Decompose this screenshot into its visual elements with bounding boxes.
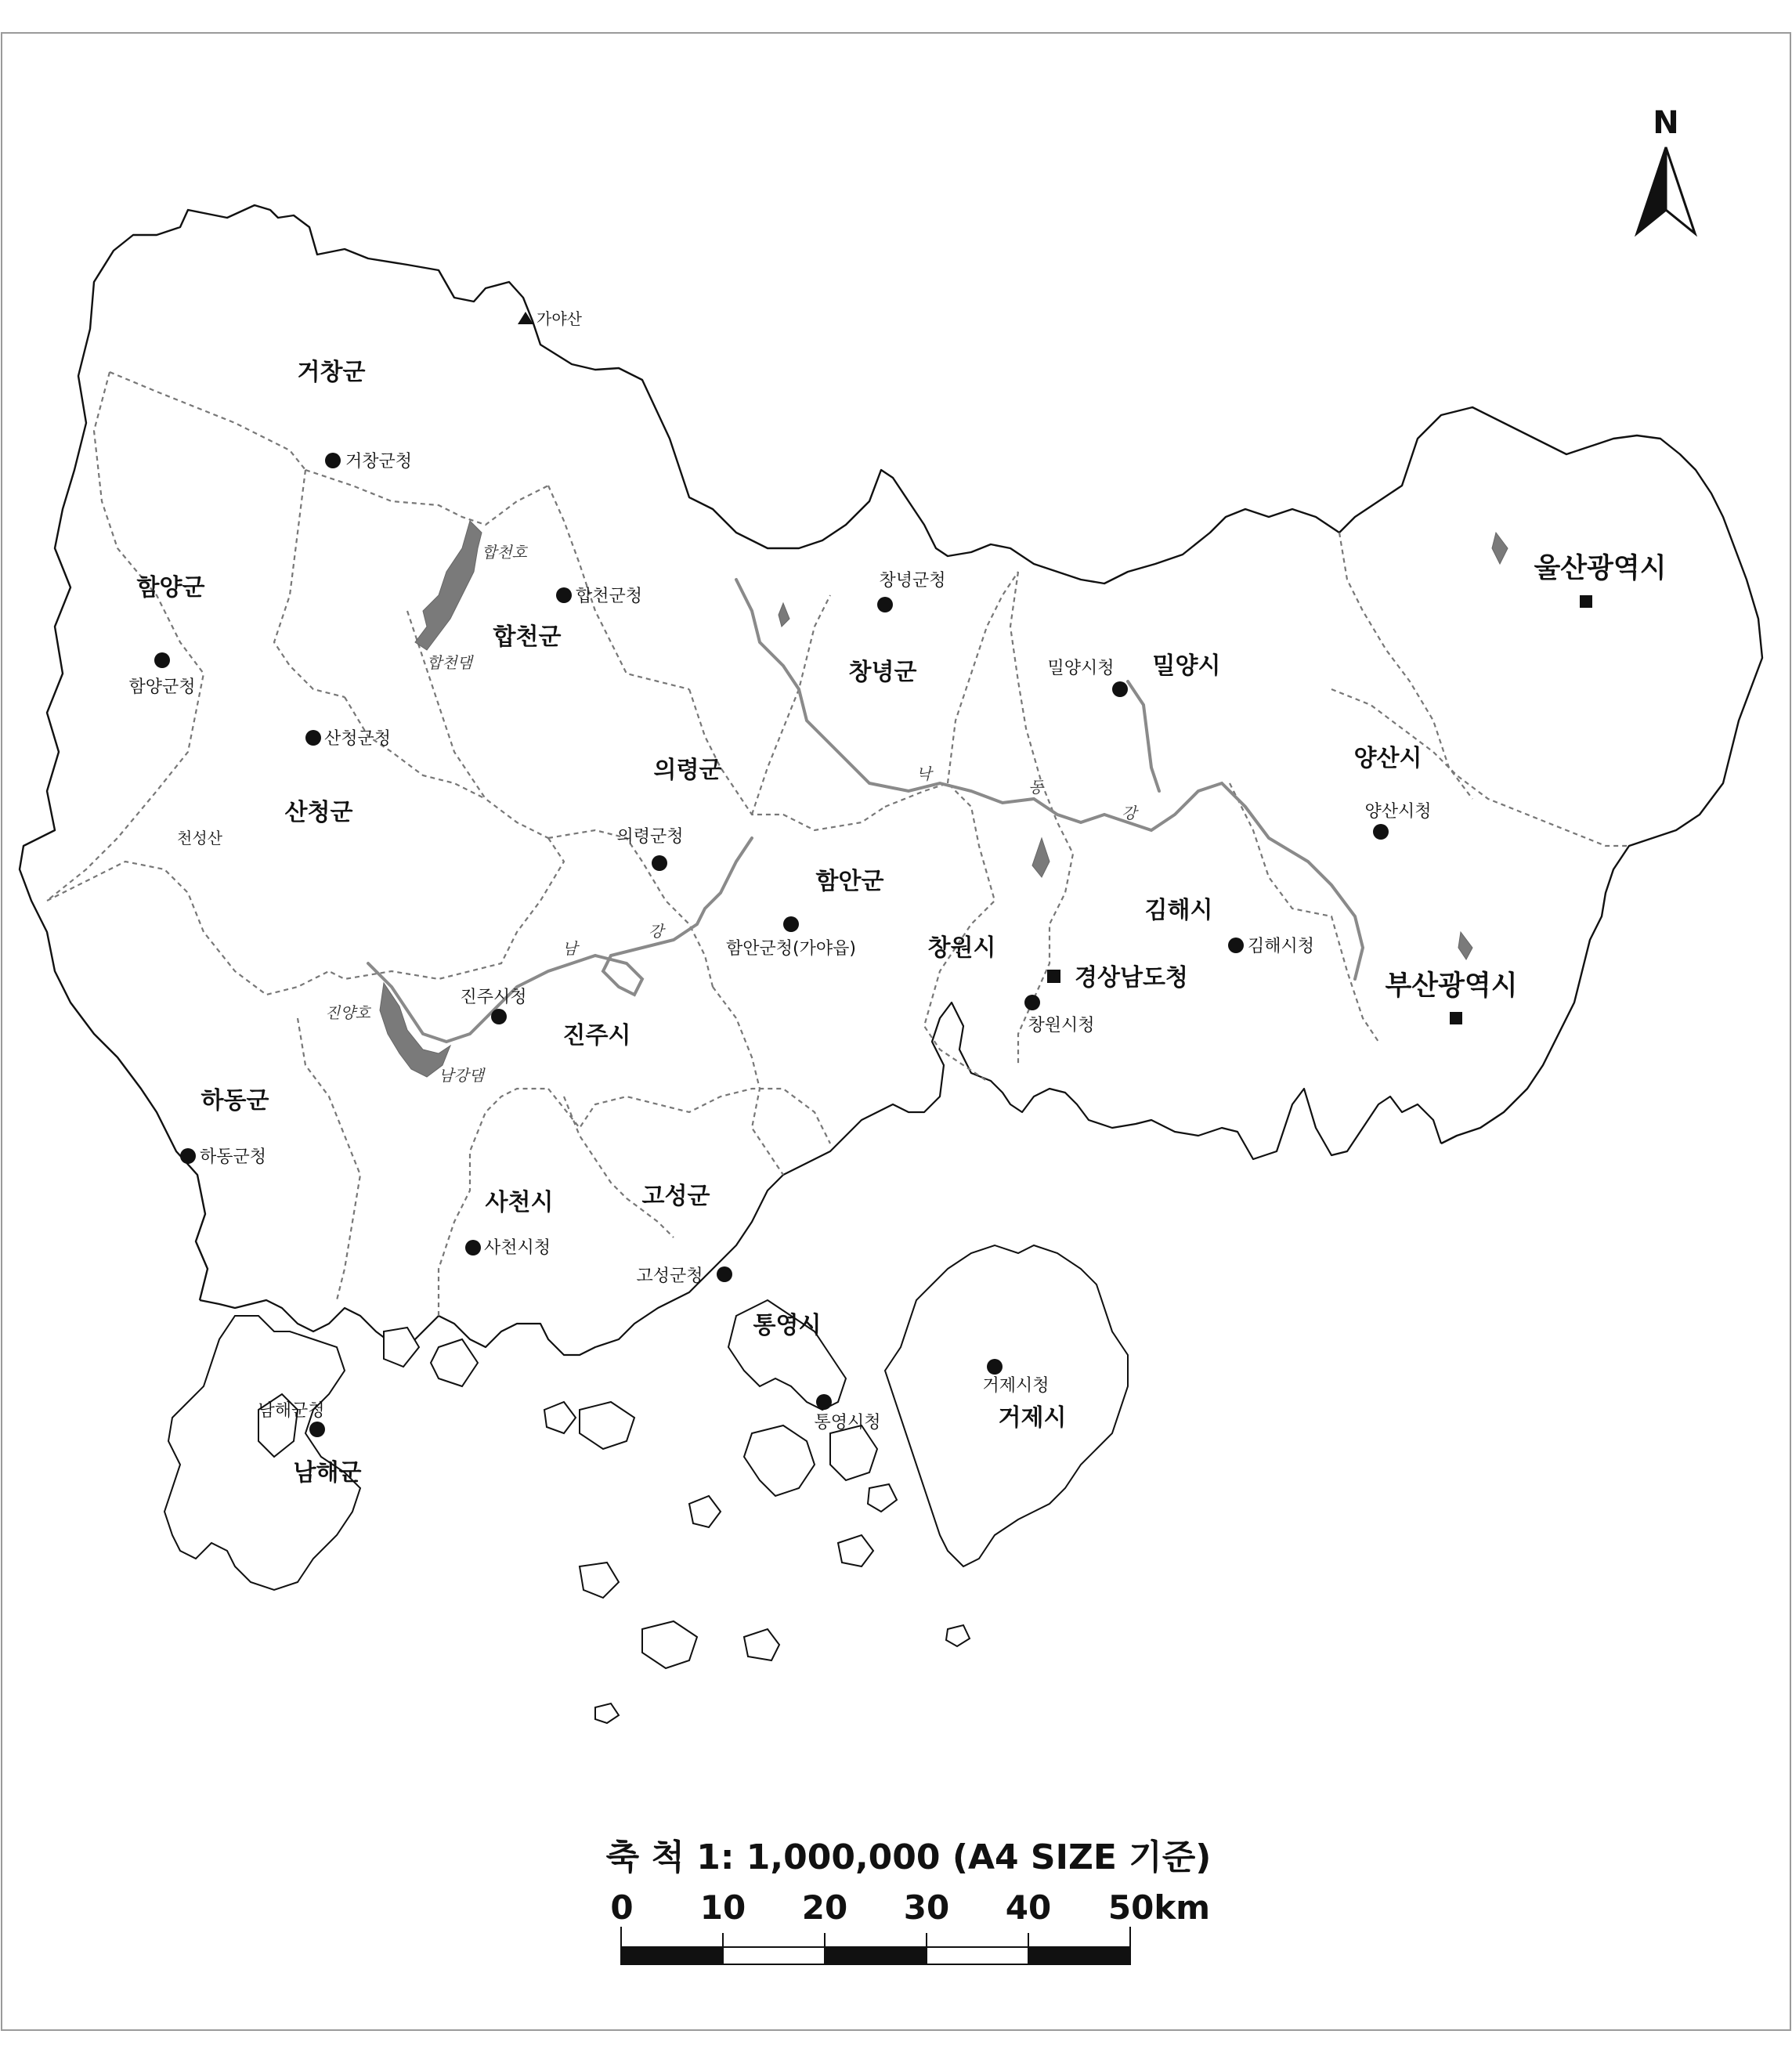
- scale-tick-50: 50km: [1107, 1888, 1211, 1927]
- hapcheon-office-marker[interactable]: [556, 587, 572, 603]
- scale-tick-20: 20: [801, 1888, 848, 1927]
- lake: [1492, 533, 1508, 564]
- lake: [779, 603, 789, 627]
- island: [689, 1496, 721, 1527]
- nakdong-river: [736, 580, 1363, 979]
- island: [744, 1629, 779, 1660]
- label-nam-1: 남: [562, 939, 578, 958]
- scale-tick-10: 10: [699, 1888, 746, 1927]
- region-hamyang: 함양군: [136, 574, 205, 602]
- geochang-office-marker[interactable]: [325, 453, 341, 468]
- region-changnyeong: 창녕군: [848, 659, 917, 686]
- scale-bar-segment-1: [621, 1947, 723, 1964]
- office-tongyeong: 통영시청: [814, 1413, 881, 1433]
- label-nam-2: 강: [649, 922, 664, 941]
- label-gayasan: 가야산: [537, 309, 582, 328]
- scale-tick-40: 40: [1005, 1888, 1052, 1927]
- region-labels: [136, 359, 1667, 1487]
- region-sancheong: 산청군: [284, 799, 353, 826]
- yangsan-office-marker[interactable]: [1373, 824, 1389, 840]
- feature-labels: [177, 309, 1139, 1085]
- office-uiryeong: 의령군청: [616, 827, 684, 847]
- label-nakdong-2: 동: [1028, 778, 1044, 797]
- district-boundaries: [47, 372, 1629, 1316]
- region-ulsan: 울산광역시: [1534, 553, 1667, 584]
- hapcheon-lake: [415, 521, 482, 650]
- label-hapcheon-lake: 합천호: [482, 543, 527, 562]
- island: [431, 1339, 478, 1386]
- office-sacheon: 사천시청: [484, 1238, 551, 1258]
- provincial-office-marker[interactable]: [1047, 970, 1060, 983]
- north-arrow-icon: [1637, 147, 1666, 233]
- office-geoje: 거제시청: [982, 1376, 1050, 1396]
- lake: [1458, 932, 1472, 959]
- jinju-office-marker[interactable]: [491, 1009, 507, 1024]
- label-nakdong-1: 낙: [916, 764, 932, 783]
- region-yangsan: 양산시: [1353, 745, 1422, 772]
- jinyang-lake: [380, 983, 450, 1077]
- scale-bar-segment-2: [723, 1947, 825, 1964]
- scale-tick-0: 0: [610, 1888, 634, 1927]
- north-label: N: [1653, 105, 1679, 141]
- scale-bar-segment-3: [825, 1947, 927, 1964]
- tongyeong-office-marker[interactable]: [816, 1394, 832, 1410]
- office-jinju: 진주시청: [460, 988, 527, 1007]
- region-geoje: 거제시: [998, 1404, 1067, 1432]
- province-boundary: [20, 205, 1762, 1300]
- island: [946, 1625, 970, 1646]
- region-hapcheon: 합천군: [493, 623, 562, 651]
- office-hapcheon: 합천군청: [576, 587, 643, 606]
- ulsan-city-hall-marker[interactable]: [1580, 595, 1592, 608]
- office-gimhae: 김해시청: [1248, 937, 1315, 956]
- hadong-office-marker[interactable]: [180, 1148, 196, 1164]
- sancheong-office-marker[interactable]: [305, 730, 321, 746]
- north-arrow: [1637, 105, 1695, 233]
- island: [838, 1535, 873, 1566]
- label-cheonseongsan: 천성산: [177, 829, 222, 847]
- busan-city-hall-marker[interactable]: [1450, 1012, 1462, 1024]
- south-coastline: [200, 1003, 1441, 1355]
- island: [580, 1402, 634, 1449]
- changnyeong-office-marker[interactable]: [877, 597, 893, 612]
- map-frame: [2, 33, 1790, 2030]
- miryang-river: [1128, 681, 1159, 791]
- island: [744, 1425, 815, 1496]
- island: [544, 1402, 576, 1433]
- miryang-office-marker[interactable]: [1112, 681, 1128, 697]
- scale-legend: [606, 1837, 1212, 1964]
- island: [595, 1704, 619, 1723]
- region-changwon: 창원시: [927, 934, 996, 962]
- geoje-office-marker[interactable]: [987, 1359, 1003, 1375]
- island: [384, 1328, 419, 1367]
- label-namgang-dam: 남강댐: [439, 1066, 484, 1085]
- office-changwon: 창원시청: [1028, 1016, 1095, 1035]
- office-haman: 함안군청(가야읍): [726, 939, 856, 959]
- region-jinju: 진주시: [562, 1022, 631, 1050]
- goseong-office-marker[interactable]: [717, 1266, 732, 1282]
- office-namhae: 남해군청: [258, 1401, 325, 1421]
- region-geochang: 거창군: [297, 359, 366, 386]
- region-namhae: 남해군: [293, 1459, 362, 1487]
- office-provincial: 경상남도청: [1075, 964, 1188, 992]
- hamyang-office-marker[interactable]: [154, 652, 170, 668]
- office-sancheong: 산청군청: [324, 729, 392, 749]
- island: [830, 1425, 877, 1480]
- region-busan: 부산광역시: [1385, 970, 1518, 1002]
- region-miryang: 밀양시: [1152, 652, 1221, 680]
- office-hamyang: 함양군청: [128, 677, 196, 697]
- office-geochang: 거창군청: [345, 452, 413, 471]
- scale-bar-segment-4: [927, 1947, 1028, 1964]
- label-jinyang-lake: 진양호: [325, 1003, 370, 1022]
- scale-tick-30: 30: [903, 1888, 950, 1927]
- label-hapcheon-dam: 합천댐: [427, 653, 472, 672]
- haman-office-marker[interactable]: [783, 916, 799, 932]
- region-uiryeong: 의령군: [653, 757, 722, 784]
- office-changnyeong: 창녕군청: [879, 571, 946, 591]
- sacheon-office-marker[interactable]: [465, 1240, 481, 1256]
- island: [580, 1563, 619, 1598]
- region-tongyeong: 통영시: [753, 1312, 822, 1339]
- lake: [1032, 838, 1050, 877]
- region-haman: 함안군: [815, 868, 884, 895]
- island: [642, 1621, 697, 1668]
- island: [868, 1484, 897, 1512]
- scale-bar-segment-5: [1028, 1947, 1130, 1964]
- office-miryang: 밀양시청: [1047, 659, 1115, 678]
- region-sacheon: 사천시: [485, 1189, 554, 1216]
- uiryeong-office-marker[interactable]: [652, 855, 667, 871]
- namhae-island: [164, 1316, 360, 1590]
- region-hadong: 하동군: [201, 1087, 269, 1115]
- namhae-office-marker[interactable]: [309, 1422, 325, 1437]
- label-nakdong-3: 강: [1122, 804, 1137, 822]
- gimhae-office-marker[interactable]: [1228, 938, 1244, 953]
- changwon-office-marker[interactable]: [1024, 995, 1040, 1010]
- scale-title: 축 척 1: 1,000,000 (A4 SIZE 기준): [605, 1837, 1212, 1877]
- region-goseong: 고성군: [641, 1183, 710, 1210]
- office-hadong: 하동군청: [200, 1147, 267, 1167]
- office-yangsan: 양산시청: [1364, 802, 1432, 822]
- region-gimhae: 김해시: [1144, 897, 1213, 924]
- office-goseong: 고성군청: [636, 1266, 703, 1286]
